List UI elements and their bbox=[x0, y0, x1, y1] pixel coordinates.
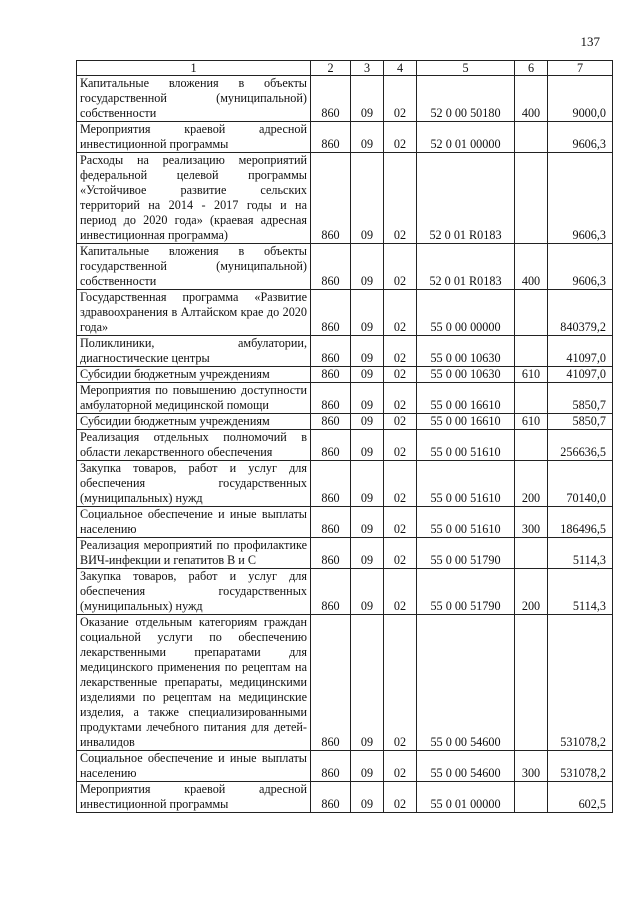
section-code-cell: 09 bbox=[351, 461, 384, 507]
admin-code-cell: 860 bbox=[311, 290, 351, 336]
target-article-code-cell: 55 0 00 51610 bbox=[417, 461, 515, 507]
item-name-cell: Закупка товаров, работ и услуг для обеспечения государственных (муниципальных) нужд bbox=[77, 569, 311, 615]
target-article-code-cell: 55 0 00 51610 bbox=[417, 430, 515, 461]
item-name-cell: Мероприятия краевой адресной инвестиционной программы bbox=[77, 122, 311, 153]
table-row bbox=[77, 461, 613, 507]
section-code-cell: 09 bbox=[351, 76, 384, 122]
item-name-cell: Мероприятия по повышению доступности амбулаторной медицинской помощи bbox=[77, 383, 311, 414]
admin-code-cell: 860 bbox=[311, 414, 351, 430]
section-code-cell: 09 bbox=[351, 244, 384, 290]
admin-code-cell: 860 bbox=[311, 76, 351, 122]
column-header: 1 bbox=[77, 61, 311, 76]
subsection-code-cell: 02 bbox=[384, 751, 417, 782]
section-code-cell: 09 bbox=[351, 569, 384, 615]
subsection-code-cell: 02 bbox=[384, 367, 417, 383]
subsection-code-cell: 02 bbox=[384, 383, 417, 414]
item-name-cell: Субсидии бюджетным учреждениям bbox=[77, 367, 311, 383]
target-article-code-cell: 52 0 01 R0183 bbox=[417, 244, 515, 290]
admin-code-cell: 860 bbox=[311, 538, 351, 569]
expense-type-code-cell bbox=[515, 538, 548, 569]
item-name-cell: Расходы на реализацию мероприятий федеральной целевой программы «Устойчивое развитие сельских территорий на 2014 - 2017 годы и на период до 2020 года» (краевая адресная инвестиционная программа) bbox=[77, 153, 311, 244]
table-row bbox=[77, 782, 613, 813]
expense-type-code-cell: 610 bbox=[515, 414, 548, 430]
item-name-cell: Реализация мероприятий по профилактике ВИЧ-инфекции и гепатитов В и С bbox=[77, 538, 311, 569]
expense-type-code-cell bbox=[515, 782, 548, 813]
expense-type-code-cell: 610 bbox=[515, 367, 548, 383]
expense-type-code-cell bbox=[515, 336, 548, 367]
admin-code-cell: 860 bbox=[311, 336, 351, 367]
table-row bbox=[77, 290, 613, 336]
expense-type-code-cell: 300 bbox=[515, 751, 548, 782]
target-article-code-cell: 55 0 00 16610 bbox=[417, 414, 515, 430]
admin-code-cell: 860 bbox=[311, 461, 351, 507]
section-code-cell: 09 bbox=[351, 615, 384, 751]
table-row bbox=[77, 153, 613, 244]
table-row bbox=[77, 615, 613, 751]
admin-code-cell: 860 bbox=[311, 569, 351, 615]
target-article-code-cell: 55 0 00 10630 bbox=[417, 367, 515, 383]
target-article-code-cell: 52 0 01 R0183 bbox=[417, 153, 515, 244]
amount-cell: 531078,2 bbox=[548, 751, 613, 782]
table-row bbox=[77, 430, 613, 461]
expense-type-code-cell bbox=[515, 430, 548, 461]
column-header: 7 bbox=[548, 61, 613, 76]
expense-type-code-cell: 200 bbox=[515, 461, 548, 507]
subsection-code-cell: 02 bbox=[384, 461, 417, 507]
admin-code-cell: 860 bbox=[311, 782, 351, 813]
section-code-cell: 09 bbox=[351, 367, 384, 383]
admin-code-cell: 860 bbox=[311, 507, 351, 538]
subsection-code-cell: 02 bbox=[384, 122, 417, 153]
target-article-code-cell: 55 0 00 51790 bbox=[417, 569, 515, 615]
column-header: 5 bbox=[417, 61, 515, 76]
table-header bbox=[77, 61, 613, 76]
section-code-cell: 09 bbox=[351, 430, 384, 461]
admin-code-cell: 860 bbox=[311, 430, 351, 461]
admin-code-cell: 860 bbox=[311, 383, 351, 414]
amount-cell: 9606,3 bbox=[548, 153, 613, 244]
table-row bbox=[77, 244, 613, 290]
section-code-cell: 09 bbox=[351, 336, 384, 367]
table-row bbox=[77, 383, 613, 414]
section-code-cell: 09 bbox=[351, 122, 384, 153]
target-article-code-cell: 52 0 00 50180 bbox=[417, 76, 515, 122]
admin-code-cell: 860 bbox=[311, 751, 351, 782]
section-code-cell: 09 bbox=[351, 290, 384, 336]
admin-code-cell: 860 bbox=[311, 122, 351, 153]
subsection-code-cell: 02 bbox=[384, 507, 417, 538]
section-code-cell: 09 bbox=[351, 414, 384, 430]
target-article-code-cell: 52 0 01 00000 bbox=[417, 122, 515, 153]
expense-type-code-cell: 400 bbox=[515, 244, 548, 290]
admin-code-cell: 860 bbox=[311, 615, 351, 751]
amount-cell: 186496,5 bbox=[548, 507, 613, 538]
target-article-code-cell: 55 0 00 51790 bbox=[417, 538, 515, 569]
expense-type-code-cell: 300 bbox=[515, 507, 548, 538]
table-row bbox=[77, 507, 613, 538]
header-row bbox=[77, 61, 613, 76]
section-code-cell: 09 bbox=[351, 383, 384, 414]
subsection-code-cell: 02 bbox=[384, 615, 417, 751]
subsection-code-cell: 02 bbox=[384, 336, 417, 367]
column-header: 6 bbox=[515, 61, 548, 76]
amount-cell: 9000,0 bbox=[548, 76, 613, 122]
subsection-code-cell: 02 bbox=[384, 782, 417, 813]
amount-cell: 5114,3 bbox=[548, 538, 613, 569]
subsection-code-cell: 02 bbox=[384, 414, 417, 430]
column-header: 3 bbox=[351, 61, 384, 76]
amount-cell: 256636,5 bbox=[548, 430, 613, 461]
subsection-code-cell: 02 bbox=[384, 569, 417, 615]
section-code-cell: 09 bbox=[351, 153, 384, 244]
target-article-code-cell: 55 0 00 51610 bbox=[417, 507, 515, 538]
amount-cell: 5114,3 bbox=[548, 569, 613, 615]
admin-code-cell: 860 bbox=[311, 367, 351, 383]
expense-type-code-cell bbox=[515, 122, 548, 153]
item-name-cell: Государственная программа «Развитие здравоохранения в Алтайском крае до 2020 года» bbox=[77, 290, 311, 336]
amount-cell: 840379,2 bbox=[548, 290, 613, 336]
column-header: 2 bbox=[311, 61, 351, 76]
expense-type-code-cell: 200 bbox=[515, 569, 548, 615]
target-article-code-cell: 55 0 00 16610 bbox=[417, 383, 515, 414]
table-row bbox=[77, 76, 613, 122]
amount-cell: 9606,3 bbox=[548, 122, 613, 153]
amount-cell: 5850,7 bbox=[548, 414, 613, 430]
item-name-cell: Реализация отдельных полномочий в области лекарственного обеспечения bbox=[77, 430, 311, 461]
budget-table bbox=[76, 60, 613, 813]
amount-cell: 70140,0 bbox=[548, 461, 613, 507]
item-name-cell: Субсидии бюджетным учреждениям bbox=[77, 414, 311, 430]
section-code-cell: 09 bbox=[351, 538, 384, 569]
section-code-cell: 09 bbox=[351, 507, 384, 538]
expense-type-code-cell bbox=[515, 615, 548, 751]
item-name-cell: Мероприятия краевой адресной инвестиционной программы bbox=[77, 782, 311, 813]
item-name-cell: Социальное обеспечение и иные выплаты населению bbox=[77, 751, 311, 782]
table-row bbox=[77, 367, 613, 383]
subsection-code-cell: 02 bbox=[384, 76, 417, 122]
target-article-code-cell: 55 0 00 54600 bbox=[417, 615, 515, 751]
table-row bbox=[77, 414, 613, 430]
item-name-cell: Капитальные вложения в объекты государственной (муниципальной) собственности bbox=[77, 244, 311, 290]
admin-code-cell: 860 bbox=[311, 244, 351, 290]
item-name-cell: Капитальные вложения в объекты государственной (муниципальной) собственности bbox=[77, 76, 311, 122]
expense-type-code-cell bbox=[515, 153, 548, 244]
target-article-code-cell: 55 0 00 10630 bbox=[417, 336, 515, 367]
column-header: 4 bbox=[384, 61, 417, 76]
section-code-cell: 09 bbox=[351, 751, 384, 782]
target-article-code-cell: 55 0 00 54600 bbox=[417, 751, 515, 782]
subsection-code-cell: 02 bbox=[384, 244, 417, 290]
amount-cell: 41097,0 bbox=[548, 367, 613, 383]
section-code-cell: 09 bbox=[351, 782, 384, 813]
item-name-cell: Поликлиники, амбулатории, диагностические центры bbox=[77, 336, 311, 367]
table-row bbox=[77, 538, 613, 569]
subsection-code-cell: 02 bbox=[384, 430, 417, 461]
expense-type-code-cell bbox=[515, 383, 548, 414]
amount-cell: 41097,0 bbox=[548, 336, 613, 367]
amount-cell: 9606,3 bbox=[548, 244, 613, 290]
amount-cell: 5850,7 bbox=[548, 383, 613, 414]
item-name-cell: Оказание отдельным категориям граждан социальной услуги по обеспечению лекарственными препаратами для медицинского применения по рецептам на лекарственные препараты, медицинскими изделиями по рецептам на медицинские изделия, а также специализированными продуктами лечебного питания для детей-инвалидов bbox=[77, 615, 311, 751]
target-article-code-cell: 55 0 00 00000 bbox=[417, 290, 515, 336]
admin-code-cell: 860 bbox=[311, 153, 351, 244]
item-name-cell: Закупка товаров, работ и услуг для обеспечения государственных (муниципальных) нужд bbox=[77, 461, 311, 507]
subsection-code-cell: 02 bbox=[384, 538, 417, 569]
expense-type-code-cell: 400 bbox=[515, 76, 548, 122]
subsection-code-cell: 02 bbox=[384, 290, 417, 336]
amount-cell: 531078,2 bbox=[548, 615, 613, 751]
subsection-code-cell: 02 bbox=[384, 153, 417, 244]
table-body bbox=[77, 76, 613, 813]
table-row bbox=[77, 122, 613, 153]
table-row bbox=[77, 569, 613, 615]
expense-type-code-cell bbox=[515, 290, 548, 336]
item-name-cell: Социальное обеспечение и иные выплаты населению bbox=[77, 507, 311, 538]
table-row bbox=[77, 336, 613, 367]
table-row bbox=[77, 751, 613, 782]
page-number: 137 bbox=[580, 34, 600, 49]
target-article-code-cell: 55 0 01 00000 bbox=[417, 782, 515, 813]
amount-cell: 602,5 bbox=[548, 782, 613, 813]
